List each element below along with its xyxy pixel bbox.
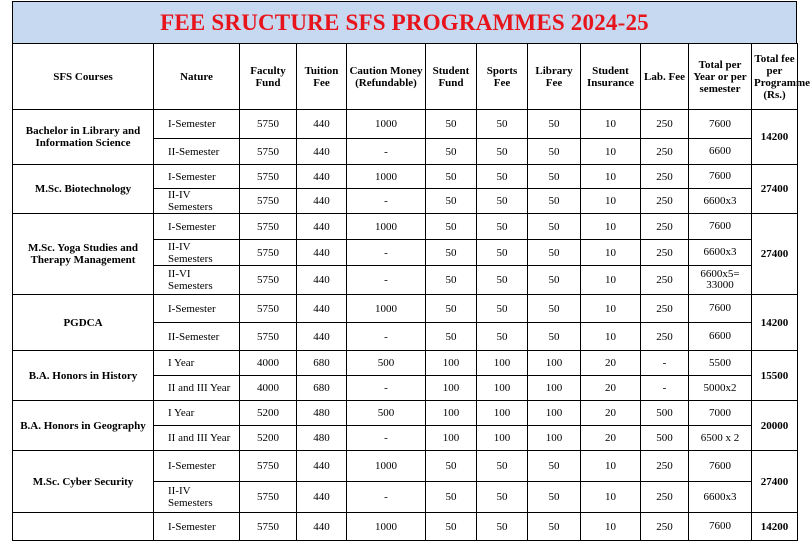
total-per-period-cell: 7600	[689, 214, 752, 240]
fee-cell: 10	[581, 482, 641, 513]
fee-cell: 50	[426, 513, 477, 541]
fee-cell: 100	[426, 401, 477, 426]
total-per-period-cell: 7600	[689, 513, 752, 541]
fee-cell: 4000	[240, 351, 297, 376]
fee-cell: 250	[641, 482, 689, 513]
fee-cell: 50	[426, 323, 477, 351]
programme-total: 14200	[752, 295, 798, 351]
fee-cell: 250	[641, 323, 689, 351]
programme-total: 15500	[752, 351, 798, 401]
column-header: Nature	[154, 44, 240, 110]
nature-cell: II-Semester	[154, 323, 240, 351]
total-per-period-cell: 6600x5= 33000	[689, 266, 752, 295]
total-per-period-cell: 5000x2	[689, 376, 752, 401]
fee-cell: 440	[297, 165, 347, 189]
fee-cell: 10	[581, 139, 641, 165]
fee-cell: 50	[426, 451, 477, 482]
fee-cell: 50	[477, 139, 528, 165]
page-title: FEE SRUCTURE SFS PROGRAMMES 2024-25	[12, 1, 797, 43]
total-per-period-cell: 7600	[689, 165, 752, 189]
fee-cell: 250	[641, 513, 689, 541]
fee-cell: 250	[641, 214, 689, 240]
fee-cell: 20	[581, 426, 641, 451]
total-per-period-cell: 5500	[689, 351, 752, 376]
fee-cell: 50	[426, 189, 477, 214]
fee-cell: 50	[477, 323, 528, 351]
fee-cell: 10	[581, 451, 641, 482]
fee-cell: 440	[297, 513, 347, 541]
nature-cell: II-IV Semesters	[154, 189, 240, 214]
programme-total: 14200	[752, 110, 798, 165]
fee-cell: 50	[426, 295, 477, 323]
fee-cell: 50	[528, 513, 581, 541]
total-per-period-cell: 7000	[689, 401, 752, 426]
fee-cell: 50	[528, 451, 581, 482]
fee-cell: 440	[297, 189, 347, 214]
course-name	[13, 513, 154, 541]
total-per-period-cell: 6600	[689, 139, 752, 165]
fee-cell: 50	[528, 214, 581, 240]
course-name: M.Sc. Biotechnology	[13, 165, 154, 214]
fee-cell: 5200	[240, 401, 297, 426]
fee-cell: 50	[477, 110, 528, 139]
fee-cell: 50	[528, 295, 581, 323]
fee-cell: 1000	[347, 165, 426, 189]
fee-table	[12, 43, 810, 541]
fee-cell: -	[347, 323, 426, 351]
nature-cell: II-VI Semesters	[154, 266, 240, 295]
fee-cell: 4000	[240, 376, 297, 401]
fee-cell: 440	[297, 295, 347, 323]
fee-cell: 100	[477, 401, 528, 426]
fee-cell: 5750	[240, 451, 297, 482]
nature-cell: II-IV Semesters	[154, 482, 240, 513]
fee-cell: 5750	[240, 295, 297, 323]
fee-cell: -	[347, 266, 426, 295]
fee-cell: 500	[347, 351, 426, 376]
fee-cell: -	[641, 376, 689, 401]
fee-cell: 5200	[240, 426, 297, 451]
nature-cell: II-Semester	[154, 139, 240, 165]
column-header: Caution Money (Refundable)	[347, 44, 426, 110]
fee-cell: 500	[347, 401, 426, 426]
fee-cell: 50	[426, 165, 477, 189]
nature-cell: II-IV Semesters	[154, 240, 240, 266]
fee-cell: 100	[426, 351, 477, 376]
fee-cell: 440	[297, 214, 347, 240]
fee-cell: 50	[528, 110, 581, 139]
fee-cell: 250	[641, 451, 689, 482]
fee-cell: 680	[297, 351, 347, 376]
course-name: B.A. Honors in History	[13, 351, 154, 401]
course-name: M.Sc. Cyber Security	[13, 451, 154, 513]
nature-cell: I-Semester	[154, 513, 240, 541]
programme-total: 27400	[752, 451, 798, 513]
fee-cell: 20	[581, 351, 641, 376]
total-per-period-cell: 7600	[689, 110, 752, 139]
fee-cell: 50	[426, 482, 477, 513]
total-per-period-cell: 7600	[689, 451, 752, 482]
fee-cell: 50	[528, 189, 581, 214]
fee-cell: 50	[477, 482, 528, 513]
nature-cell: I-Semester	[154, 451, 240, 482]
fee-cell: 250	[641, 139, 689, 165]
fee-cell: 480	[297, 401, 347, 426]
fee-cell: 50	[528, 240, 581, 266]
fee-cell: 10	[581, 214, 641, 240]
fee-cell: 50	[528, 165, 581, 189]
fee-cell: 20	[581, 401, 641, 426]
fee-cell: 50	[477, 295, 528, 323]
fee-cell: 500	[641, 426, 689, 451]
course-name: M.Sc. Yoga Studies and Therapy Management	[13, 214, 154, 295]
fee-cell: 10	[581, 513, 641, 541]
fee-cell: 10	[581, 189, 641, 214]
fee-cell: -	[641, 351, 689, 376]
table-row	[13, 401, 798, 426]
table-row	[13, 214, 798, 240]
fee-cell: 440	[297, 323, 347, 351]
fee-cell: 100	[528, 351, 581, 376]
nature-cell: II and III Year	[154, 376, 240, 401]
fee-cell: 50	[528, 139, 581, 165]
nature-cell: I-Semester	[154, 295, 240, 323]
course-name: PGDCA	[13, 295, 154, 351]
fee-cell: 440	[297, 482, 347, 513]
fee-cell: 50	[528, 266, 581, 295]
fee-cell: 50	[426, 139, 477, 165]
table-body	[13, 110, 798, 541]
fee-cell: 100	[477, 426, 528, 451]
fee-cell: 1000	[347, 295, 426, 323]
fee-cell: 250	[641, 110, 689, 139]
programme-total: 27400	[752, 165, 798, 214]
fee-cell: 50	[477, 513, 528, 541]
fee-cell: 250	[641, 266, 689, 295]
fee-cell: 680	[297, 376, 347, 401]
fee-cell: 10	[581, 295, 641, 323]
fee-cell: 5750	[240, 139, 297, 165]
total-per-period-cell: 6600x3	[689, 189, 752, 214]
fee-cell: 5750	[240, 189, 297, 214]
nature-cell: I-Semester	[154, 110, 240, 139]
nature-cell: I-Semester	[154, 214, 240, 240]
fee-cell: 100	[528, 376, 581, 401]
fee-cell: -	[347, 189, 426, 214]
total-per-period-cell: 6600	[689, 323, 752, 351]
table-row	[13, 513, 798, 541]
fee-cell: 10	[581, 266, 641, 295]
fee-cell: 50	[528, 323, 581, 351]
programme-total: 20000	[752, 401, 798, 451]
column-header: SFS Courses	[13, 44, 154, 110]
programme-total: 14200	[752, 513, 798, 541]
fee-cell: 50	[477, 214, 528, 240]
fee-cell: 5750	[240, 513, 297, 541]
fee-cell: 50	[528, 482, 581, 513]
fee-cell: 5750	[240, 482, 297, 513]
fee-cell: 440	[297, 266, 347, 295]
course-name: Bachelor in Library and Information Science	[13, 110, 154, 165]
fee-cell: 10	[581, 240, 641, 266]
fee-cell: 1000	[347, 513, 426, 541]
fee-cell: -	[347, 376, 426, 401]
total-per-period-cell: 6500 x 2	[689, 426, 752, 451]
column-header: Total per Year or per semester	[689, 44, 752, 110]
fee-cell: 10	[581, 165, 641, 189]
header-row	[13, 44, 798, 110]
table-row	[13, 295, 798, 323]
table-row	[13, 110, 798, 139]
fee-cell: 500	[641, 401, 689, 426]
fee-cell: -	[347, 426, 426, 451]
fee-cell: 5750	[240, 240, 297, 266]
table-row	[13, 165, 798, 189]
fee-cell: 50	[477, 189, 528, 214]
fee-cell: 10	[581, 110, 641, 139]
fee-cell: -	[347, 482, 426, 513]
fee-cell: 100	[477, 351, 528, 376]
nature-cell: I Year	[154, 351, 240, 376]
fee-cell: 5750	[240, 110, 297, 139]
column-header: Sports Fee	[477, 44, 528, 110]
course-name: B.A. Honors in Geography	[13, 401, 154, 451]
column-header: Faculty Fund	[240, 44, 297, 110]
total-per-period-cell: 6600x3	[689, 240, 752, 266]
fee-cell: 480	[297, 426, 347, 451]
fee-cell: 50	[477, 165, 528, 189]
column-header: Student Insurance	[581, 44, 641, 110]
fee-cell: -	[347, 139, 426, 165]
fee-cell: 20	[581, 376, 641, 401]
fee-cell: 50	[426, 266, 477, 295]
column-header: Tuition Fee	[297, 44, 347, 110]
fee-cell: 100	[528, 426, 581, 451]
fee-cell: 1000	[347, 110, 426, 139]
column-header: Student Fund	[426, 44, 477, 110]
fee-cell: 250	[641, 165, 689, 189]
nature-cell: I-Semester	[154, 165, 240, 189]
fee-cell: 100	[477, 376, 528, 401]
fee-cell: 50	[426, 110, 477, 139]
fee-structure-document	[12, 1, 810, 541]
fee-cell: 10	[581, 323, 641, 351]
total-per-period-cell: 7600	[689, 295, 752, 323]
nature-cell: I Year	[154, 401, 240, 426]
column-header: Total fee per Programme (Rs.)	[752, 44, 798, 110]
fee-cell: 50	[426, 214, 477, 240]
fee-cell: 100	[426, 376, 477, 401]
column-header: Library Fee	[528, 44, 581, 110]
fee-cell: 250	[641, 240, 689, 266]
fee-cell: 1000	[347, 214, 426, 240]
fee-cell: 5750	[240, 214, 297, 240]
fee-cell: 440	[297, 451, 347, 482]
column-header: Lab. Fee	[641, 44, 689, 110]
fee-cell: 440	[297, 240, 347, 266]
fee-cell: 50	[426, 240, 477, 266]
fee-cell: 1000	[347, 451, 426, 482]
fee-cell: 250	[641, 295, 689, 323]
fee-cell: 5750	[240, 323, 297, 351]
fee-cell: 50	[477, 451, 528, 482]
programme-total: 27400	[752, 214, 798, 295]
fee-cell: 50	[477, 240, 528, 266]
table-row	[13, 351, 798, 376]
fee-cell: 440	[297, 139, 347, 165]
fee-cell: 50	[477, 266, 528, 295]
fee-cell: 100	[426, 426, 477, 451]
fee-cell: 440	[297, 110, 347, 139]
fee-cell: 5750	[240, 266, 297, 295]
nature-cell: II and III Year	[154, 426, 240, 451]
total-per-period-cell: 6600x3	[689, 482, 752, 513]
fee-cell: 250	[641, 189, 689, 214]
fee-cell: 5750	[240, 165, 297, 189]
fee-cell: 100	[528, 401, 581, 426]
table-row	[13, 451, 798, 482]
fee-cell: -	[347, 240, 426, 266]
